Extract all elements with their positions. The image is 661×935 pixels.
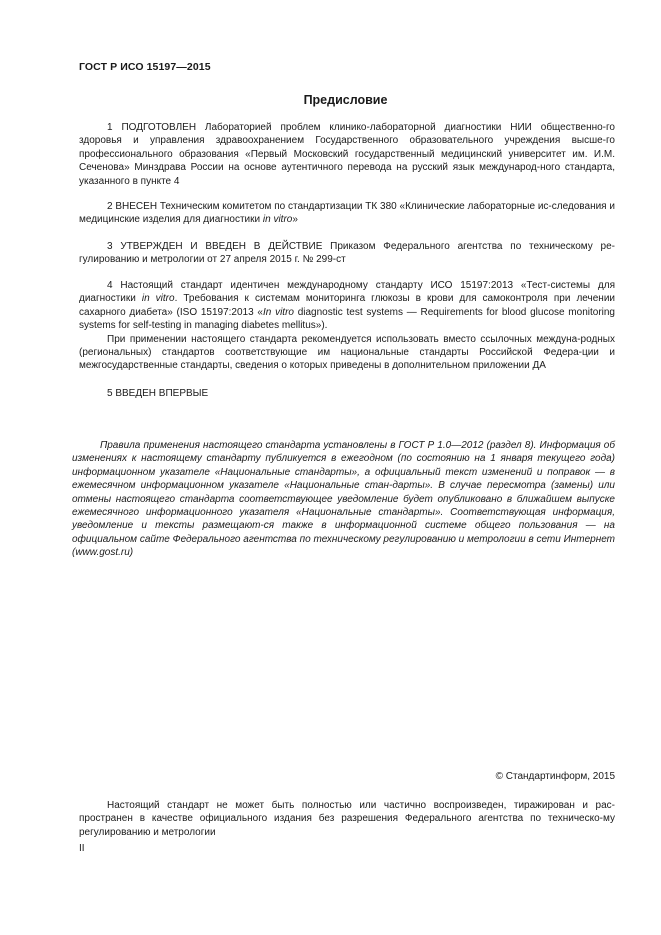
rules-notice <box>72 439 615 560</box>
page-title: Предисловие <box>303 93 388 107</box>
item-1-text: 1 ПОДГОТОВЛЕН Лабораторией проблем клинико-лабораторной диагностики НИИ общественно-го здоровья и управления здравоохранением Государственного образовательного учреждения высше-го профессионального образования «Первый Московский государственный медицинский университет им. И.М. Сеченова» Минздрава России на основе аутентичного перевода на русский язык международ-ного стандарта, указанного в пункте 4 <box>79 122 615 187</box>
document-code: ГОСТ Р ИСО 15197—2015 <box>79 61 211 73</box>
item-3-approved <box>79 240 615 267</box>
item-5-introduced <box>79 387 615 400</box>
item-4-d: In vitro <box>262 306 294 318</box>
item-2-submitted <box>79 200 615 227</box>
item-4-c: . Требования к системам мониторинга глюкозы в крови для самоконтроля при лечении сахарного диабета» (ISO 15197:2013 « <box>79 293 615 318</box>
rules-notice-text: Правила применения настоящего стандарта установлены в ГОСТ Р 1.0—2012 (раздел 8). Информация об изменениях к настоящему стандарту публикуется в ежегодном (по состоянию на 1 января текущего года) информационном указателе «Национальные стандарты», а официальный текст изменений и поправок — в ежемесячном информационном указателе «Национальные стан-дарты». В случае пересмотра (замены) или отмены настоящего стандарта соответствующее уведомление будет опубликовано в ближайшем выпуске ежемесячного информационного указателя «Национальные стандарты». Соответствующая информация, уведомление и тексты размещают-ся также в информационной системе общего пользования — на официальном сайте Федерального агентства по техническому регулированию и метрологии в сети Интернет (www.gost.ru) <box>72 440 615 559</box>
item-3-text: 3 УТВЕРЖДЕН И ВВЕДЕН В ДЕЙСТВИЕ Приказом Федерального агентства по техническому ре-гулированию и метрологии от 27 апреля 2015 г. № 299-ст <box>79 241 615 266</box>
item-5-text: 5 ВВЕДЕН ВПЕРВЫЕ <box>107 388 209 399</box>
item-2-italic: in vitro <box>262 214 293 226</box>
copyright: © Стандартинформ, 2015 <box>495 771 615 782</box>
item-4-a: 4 Настоящий стандарт идентичен международному стандарту ИСО 15197:2013 «Тест-системы для диагностики <box>79 280 615 305</box>
item-4-identical <box>79 279 615 373</box>
item-2-text <box>79 200 615 227</box>
item-4-e: diagnostic test systems — Requirements for blood glucose monitoring systems for self-testing in managing diabetes mellitus»). <box>79 306 615 332</box>
reproduction-notice <box>79 799 615 839</box>
reproduction-notice-text: Настоящий стандарт не может быть полностью или частично воспроизведен, тиражирован и рас-пространен в качестве официального издания без разрешения Федерального агентства по техническо-му регулированию и метрологии <box>79 800 615 838</box>
item-4-b: in vitro <box>141 293 175 305</box>
item-1-prepared <box>79 121 615 188</box>
item-2-end: » <box>292 214 298 226</box>
page-number: II <box>79 843 85 854</box>
item-2-start: 2 ВНЕСЕН Техническим комитетом по стандартизации ТК 380 «Клинические лабораторные ис-следования и медицинские изделия для диагностики <box>79 201 615 226</box>
item-4-text <box>79 279 615 333</box>
item-4-note: При применении настоящего стандарта рекомендуется использовать вместо ссылочных междуна-родных (региональных) стандартов соответствующие им национальные стандарты Российской Федера-ции и межгосударственные стандарты, сведения о которых приведены в дополнительном приложении ДА <box>79 333 615 372</box>
